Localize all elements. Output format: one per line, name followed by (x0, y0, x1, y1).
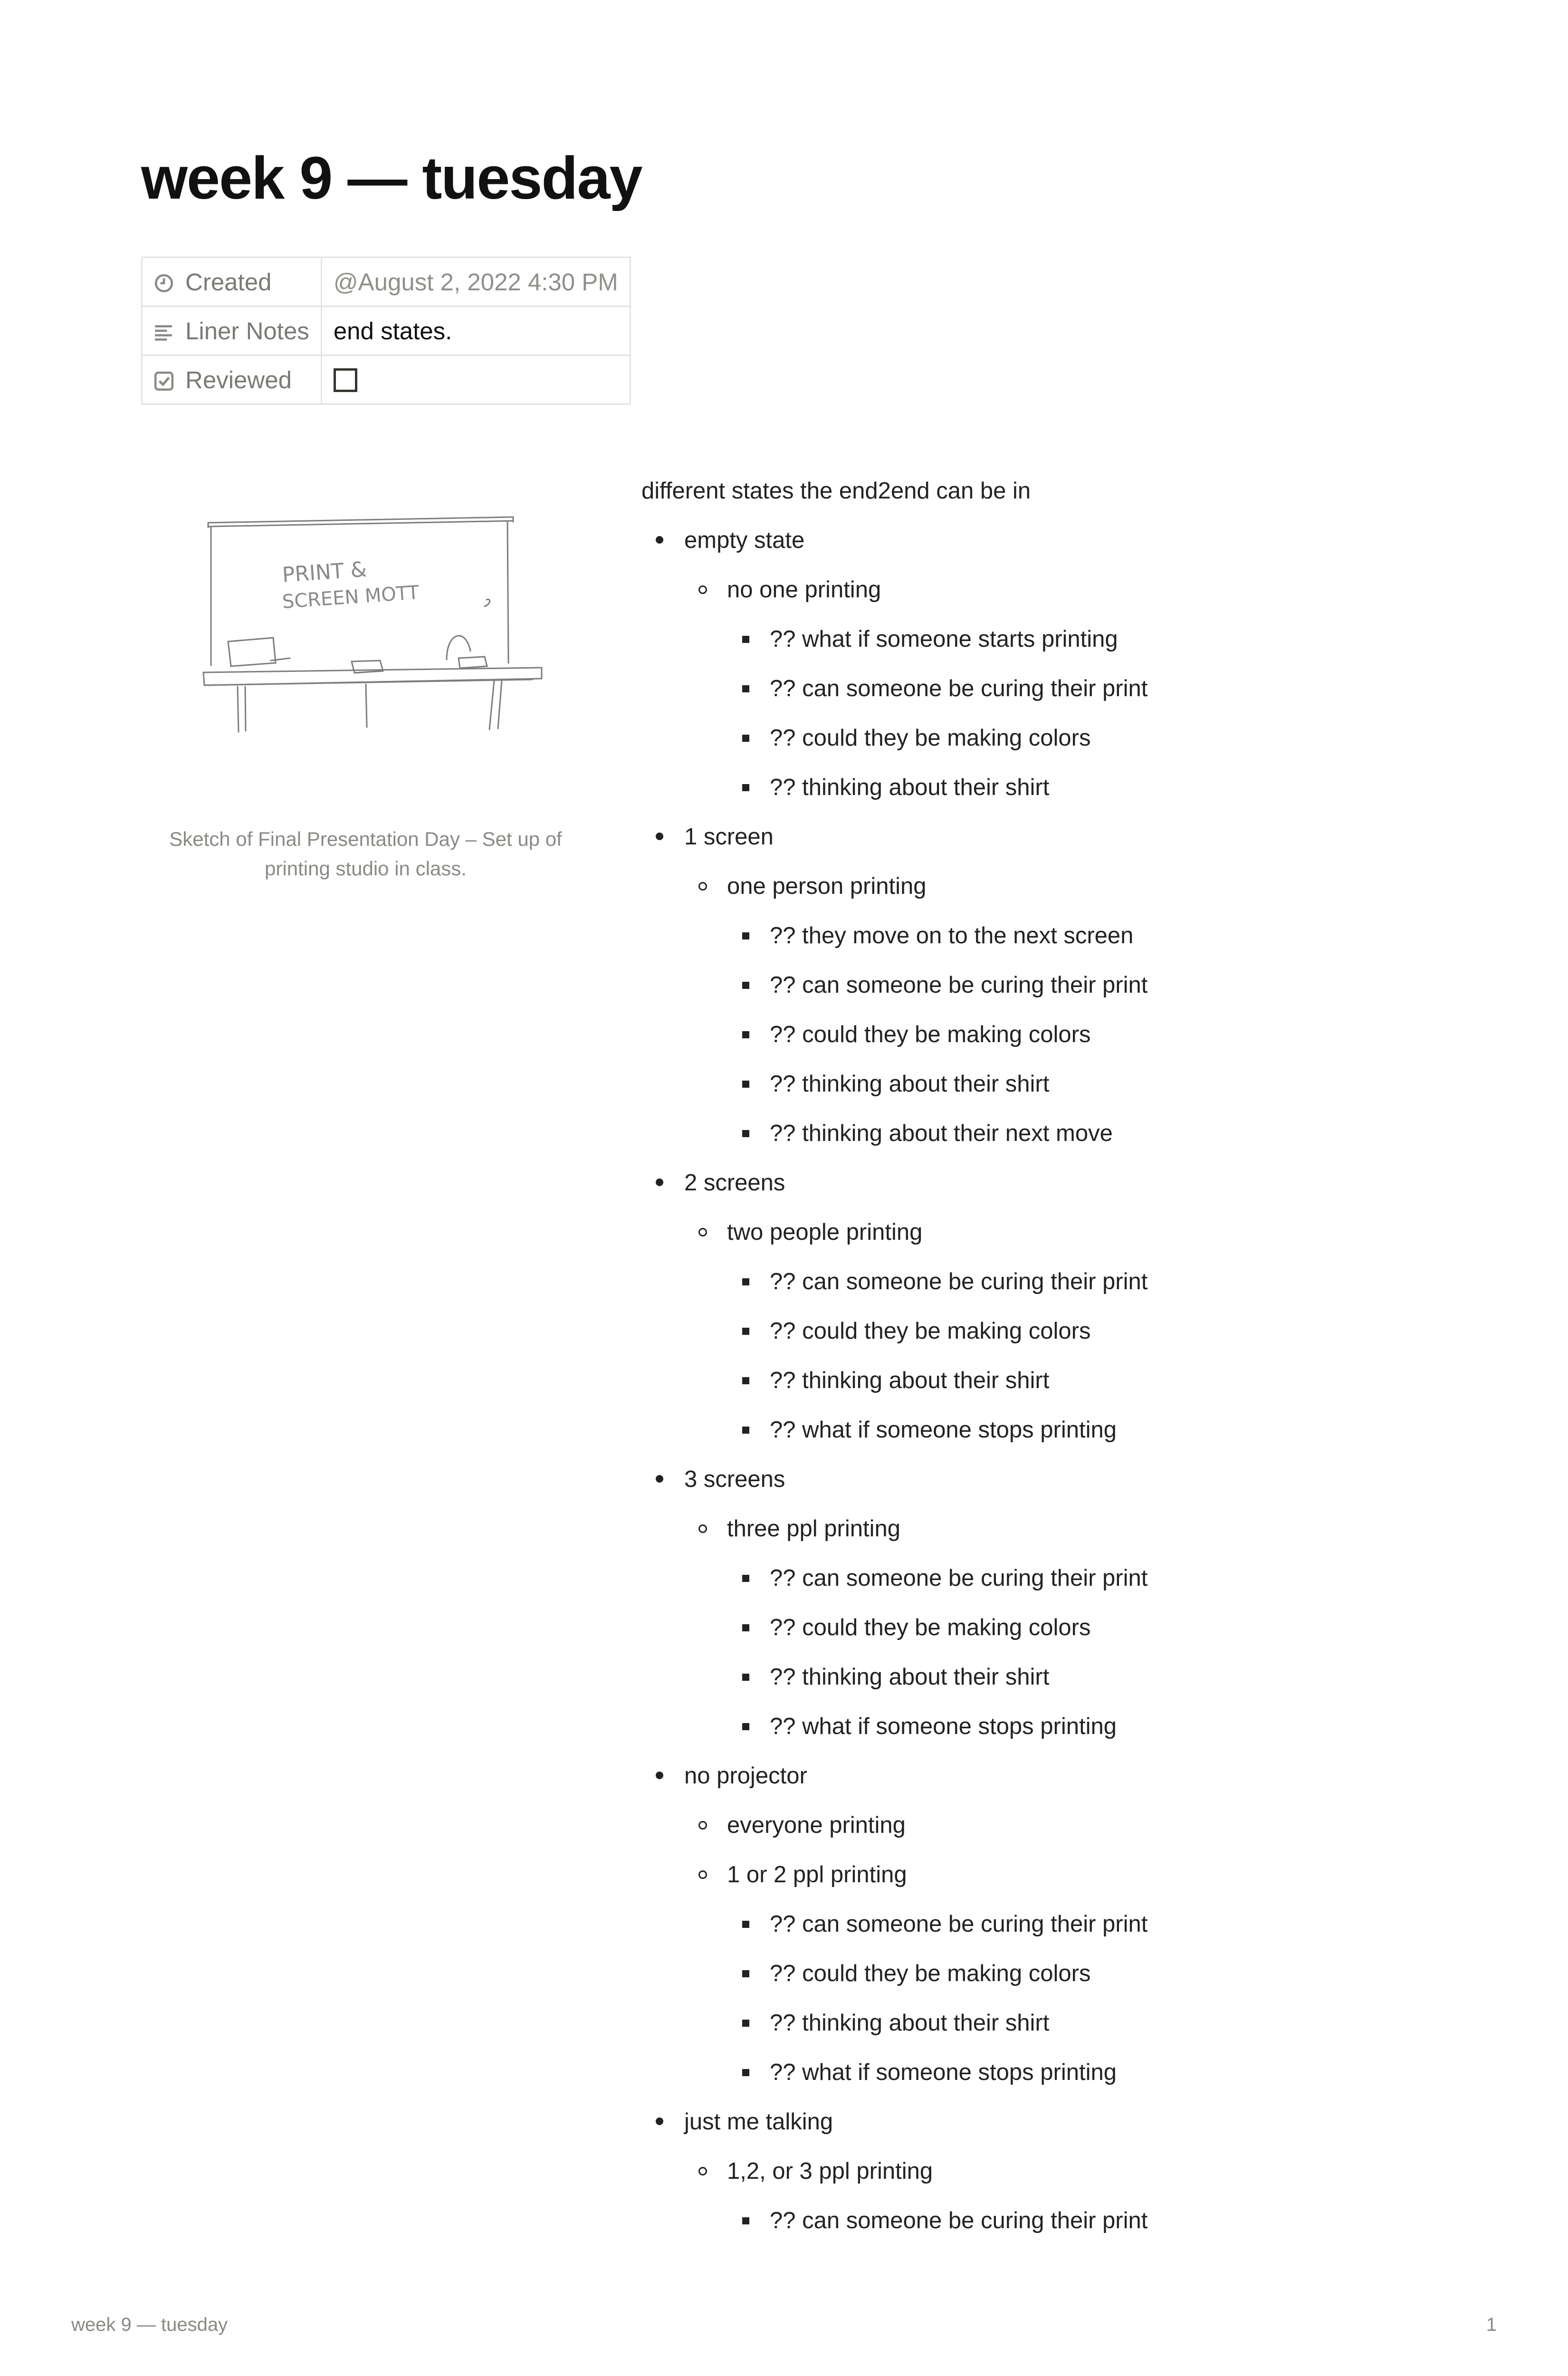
list-item (641, 1464, 1497, 1760)
bullet-icon (742, 784, 749, 791)
list-item (641, 1315, 1497, 1365)
list-item (641, 1760, 1497, 2106)
bullet-icon (742, 685, 749, 692)
list-item (641, 1958, 1497, 2007)
list-item-text: ?? thinking about their shirt (770, 2010, 1050, 2036)
list-item (641, 1414, 1497, 1464)
sketch-text-line1: PRINT & (281, 557, 368, 587)
bullet-icon (742, 2217, 749, 2224)
list-item (641, 673, 1497, 722)
nested-list (641, 1908, 1497, 2106)
list-item-text: ?? what if someone stops printing (770, 1714, 1117, 1739)
bullet-icon (742, 636, 749, 643)
list-item-row (641, 1365, 1497, 1414)
list-item-row (641, 1167, 1497, 1217)
list-item (641, 871, 1497, 1167)
reviewed-value-cell (321, 355, 630, 404)
list-item-row (641, 1958, 1497, 2007)
list-item (641, 722, 1497, 772)
bullet-icon (742, 1970, 749, 1977)
nested-list (641, 1562, 1497, 1760)
list-item (641, 1167, 1497, 1464)
bullet-icon (656, 1178, 663, 1186)
list-item (641, 1612, 1497, 1661)
bullet-icon (742, 1427, 749, 1434)
bullet-icon (742, 1328, 749, 1335)
list-item-row (641, 920, 1497, 969)
clock-icon (154, 273, 174, 293)
nested-list (641, 1217, 1497, 1464)
property-name: Liner Notes (185, 317, 309, 345)
list-item (641, 2106, 1497, 2254)
footer-title: week 9 — tuesday (71, 2314, 228, 2335)
list-item-row (641, 2057, 1497, 2106)
bullet-icon (742, 1278, 749, 1285)
list-item-text: 1 or 2 ppl printing (727, 1862, 907, 1887)
bullet-icon (656, 1772, 663, 1779)
bullet-icon (742, 1130, 749, 1137)
property-name-cell (142, 307, 322, 355)
list-item (641, 623, 1497, 673)
list-item-row (641, 1019, 1497, 1068)
list-item-row (641, 969, 1497, 1019)
list-item-text: ?? thinking about their next move (770, 1121, 1113, 1146)
sketch-text-line2: SCREEN MOTT (281, 581, 420, 613)
list-item (641, 525, 1497, 821)
bullet-icon (698, 2167, 707, 2175)
main-content (641, 475, 1497, 2254)
list-item-row (641, 1661, 1497, 1711)
bullet-icon (742, 1624, 749, 1631)
list-item-text: ?? can someone be curing their print (770, 2208, 1148, 2233)
bullet-icon (742, 735, 749, 742)
list-item-row (641, 623, 1497, 673)
nested-list (641, 574, 1497, 821)
bullet-icon (742, 1377, 749, 1384)
list-item-row (641, 2106, 1497, 2156)
page-number: 1 (1486, 2314, 1497, 2335)
list-item-text: ?? could they be making colors (770, 1022, 1091, 1047)
list-item (641, 821, 1497, 1167)
list-item-row (641, 2205, 1497, 2254)
list-item-row (641, 1859, 1497, 1908)
list-item-text: everyone printing (727, 1812, 906, 1838)
list-item (641, 969, 1497, 1019)
list-item (641, 1266, 1497, 1315)
bullet-icon (742, 1081, 749, 1088)
list-item (641, 920, 1497, 969)
list-item (641, 1365, 1497, 1414)
text-lines-icon (154, 322, 174, 342)
list-item-row (641, 1118, 1497, 1167)
list-item-row (641, 1612, 1497, 1661)
list-item (641, 772, 1497, 821)
properties-table (141, 257, 631, 405)
list-item-row (641, 722, 1497, 772)
list-item-row (641, 1760, 1497, 1810)
figure-caption: Sketch of Final Presentation Day – Set up of printing studio in class. (169, 828, 562, 880)
list-item-row (641, 1562, 1497, 1612)
list-item-row (641, 1464, 1497, 1513)
page-title: week 9 — tuesday (141, 144, 642, 211)
list-item (641, 2205, 1497, 2254)
list-item (641, 1513, 1497, 1760)
list-item-row (641, 1217, 1497, 1266)
outline-list (641, 525, 1497, 2254)
bullet-icon (742, 1031, 749, 1038)
list-item-row (641, 1068, 1497, 1118)
list-item (641, 1217, 1497, 1464)
list-item-text: ?? could they be making colors (770, 1615, 1091, 1640)
nested-list (641, 2205, 1497, 2254)
checkbox-property-icon (154, 371, 174, 391)
created-date-value[interactable]: @August 2, 2022 4:30 PM (321, 258, 630, 307)
property-name-cell (142, 355, 322, 404)
list-item-row (641, 2156, 1497, 2205)
bullet-icon (742, 1674, 749, 1681)
list-item (641, 1562, 1497, 1612)
nested-list (641, 920, 1497, 1167)
list-item-text: one person printing (727, 873, 927, 899)
list-item-row (641, 673, 1497, 722)
liner-notes-value[interactable]: end states. (321, 307, 630, 355)
list-item-text: ?? thinking about their shirt (770, 1071, 1050, 1097)
list-item-row (641, 1266, 1497, 1315)
list-item (641, 1711, 1497, 1760)
list-item-text: ?? what if someone stops printing (770, 1417, 1117, 1443)
nested-list (641, 1810, 1497, 2106)
list-item-text: ?? they move on to the next screen (770, 923, 1134, 948)
property-row-reviewed (142, 355, 631, 404)
list-item (641, 1908, 1497, 1958)
list-item-row (641, 2007, 1497, 2057)
intro-text: different states the end2end can be in (641, 478, 1031, 504)
list-item-text: ?? thinking about their shirt (770, 775, 1050, 800)
list-item-row (641, 1315, 1497, 1365)
nested-list (641, 1513, 1497, 1760)
list-item (641, 1068, 1497, 1118)
list-item-text: ?? thinking about their shirt (770, 1368, 1050, 1393)
list-item (641, 1810, 1497, 1859)
nested-list (641, 871, 1497, 1167)
list-item-text: ?? thinking about their shirt (770, 1664, 1050, 1690)
list-item-row (641, 1810, 1497, 1859)
property-name: Reviewed (185, 366, 292, 393)
bullet-icon (698, 1524, 707, 1533)
property-row-created (142, 258, 631, 307)
list-item (641, 2057, 1497, 2106)
reviewed-checkbox[interactable] (334, 368, 357, 392)
bullet-icon (698, 1228, 707, 1236)
list-item-row (641, 772, 1497, 821)
list-item-row (641, 1513, 1497, 1562)
list-item-text: ?? can someone be curing their print (770, 676, 1148, 701)
list-item-text: 2 screens (684, 1170, 785, 1196)
bullet-icon (656, 1475, 663, 1483)
bullet-icon (742, 2069, 749, 2076)
bullet-icon (698, 1870, 707, 1879)
list-item-row (641, 821, 1497, 871)
list-item-text: ?? can someone be curing their print (770, 972, 1148, 998)
bullet-icon (656, 2117, 663, 2125)
bullet-icon (698, 882, 707, 891)
bullet-icon (742, 1575, 749, 1582)
list-item-text: three ppl printing (727, 1516, 901, 1542)
bullet-icon (656, 833, 663, 840)
bullet-icon (742, 932, 749, 939)
list-item-row (641, 525, 1497, 574)
list-item-text: no one printing (727, 577, 881, 603)
list-item (641, 1661, 1497, 1711)
list-item-text: ?? can someone be curing their print (770, 1911, 1148, 1937)
list-item (641, 1118, 1497, 1167)
sketch-figure (157, 499, 575, 746)
list-item (641, 2156, 1497, 2254)
nested-list (641, 1266, 1497, 1464)
sketch-image (200, 499, 551, 746)
nested-list (641, 2156, 1497, 2254)
list-item (641, 574, 1497, 821)
bullet-icon (656, 536, 663, 544)
list-item (641, 1859, 1497, 2106)
list-item-text: ?? what if someone stops printing (770, 2060, 1117, 2085)
list-item-text: ?? could they be making colors (770, 1318, 1091, 1344)
list-item-text: ?? what if someone starts printing (770, 626, 1118, 652)
bullet-icon (742, 1921, 749, 1928)
list-item (641, 1019, 1497, 1068)
bullet-icon (698, 1821, 707, 1830)
bullet-icon (742, 1723, 749, 1730)
list-item-text: 3 screens (684, 1466, 785, 1492)
list-item-text: just me talking (684, 2109, 833, 2135)
list-item-text: two people printing (727, 1219, 923, 1245)
list-item-row (641, 1908, 1497, 1958)
list-item-text: ?? could they be making colors (770, 725, 1091, 751)
list-item-text: ?? can someone be curing their print (770, 1565, 1148, 1591)
list-item (641, 2007, 1497, 2057)
list-item-row (641, 1711, 1497, 1760)
list-item-text: ?? can someone be curing their print (770, 1269, 1148, 1294)
property-name: Created (185, 268, 272, 296)
list-item-text: empty state (684, 527, 805, 553)
list-item-row (641, 871, 1497, 920)
list-item-text: ?? could they be making colors (770, 1961, 1091, 1986)
property-name-cell (142, 258, 322, 307)
nested-list (641, 623, 1497, 821)
list-item-text: 1 screen (684, 824, 774, 850)
list-item-row (641, 574, 1497, 623)
list-item-text: no projector (684, 1763, 807, 1789)
bullet-icon (698, 585, 707, 594)
bullet-icon (742, 982, 749, 989)
list-item-text: 1,2, or 3 ppl printing (727, 2158, 933, 2184)
property-row-liner-notes (142, 307, 631, 355)
bullet-icon (742, 2020, 749, 2027)
list-item-row (641, 1414, 1497, 1464)
